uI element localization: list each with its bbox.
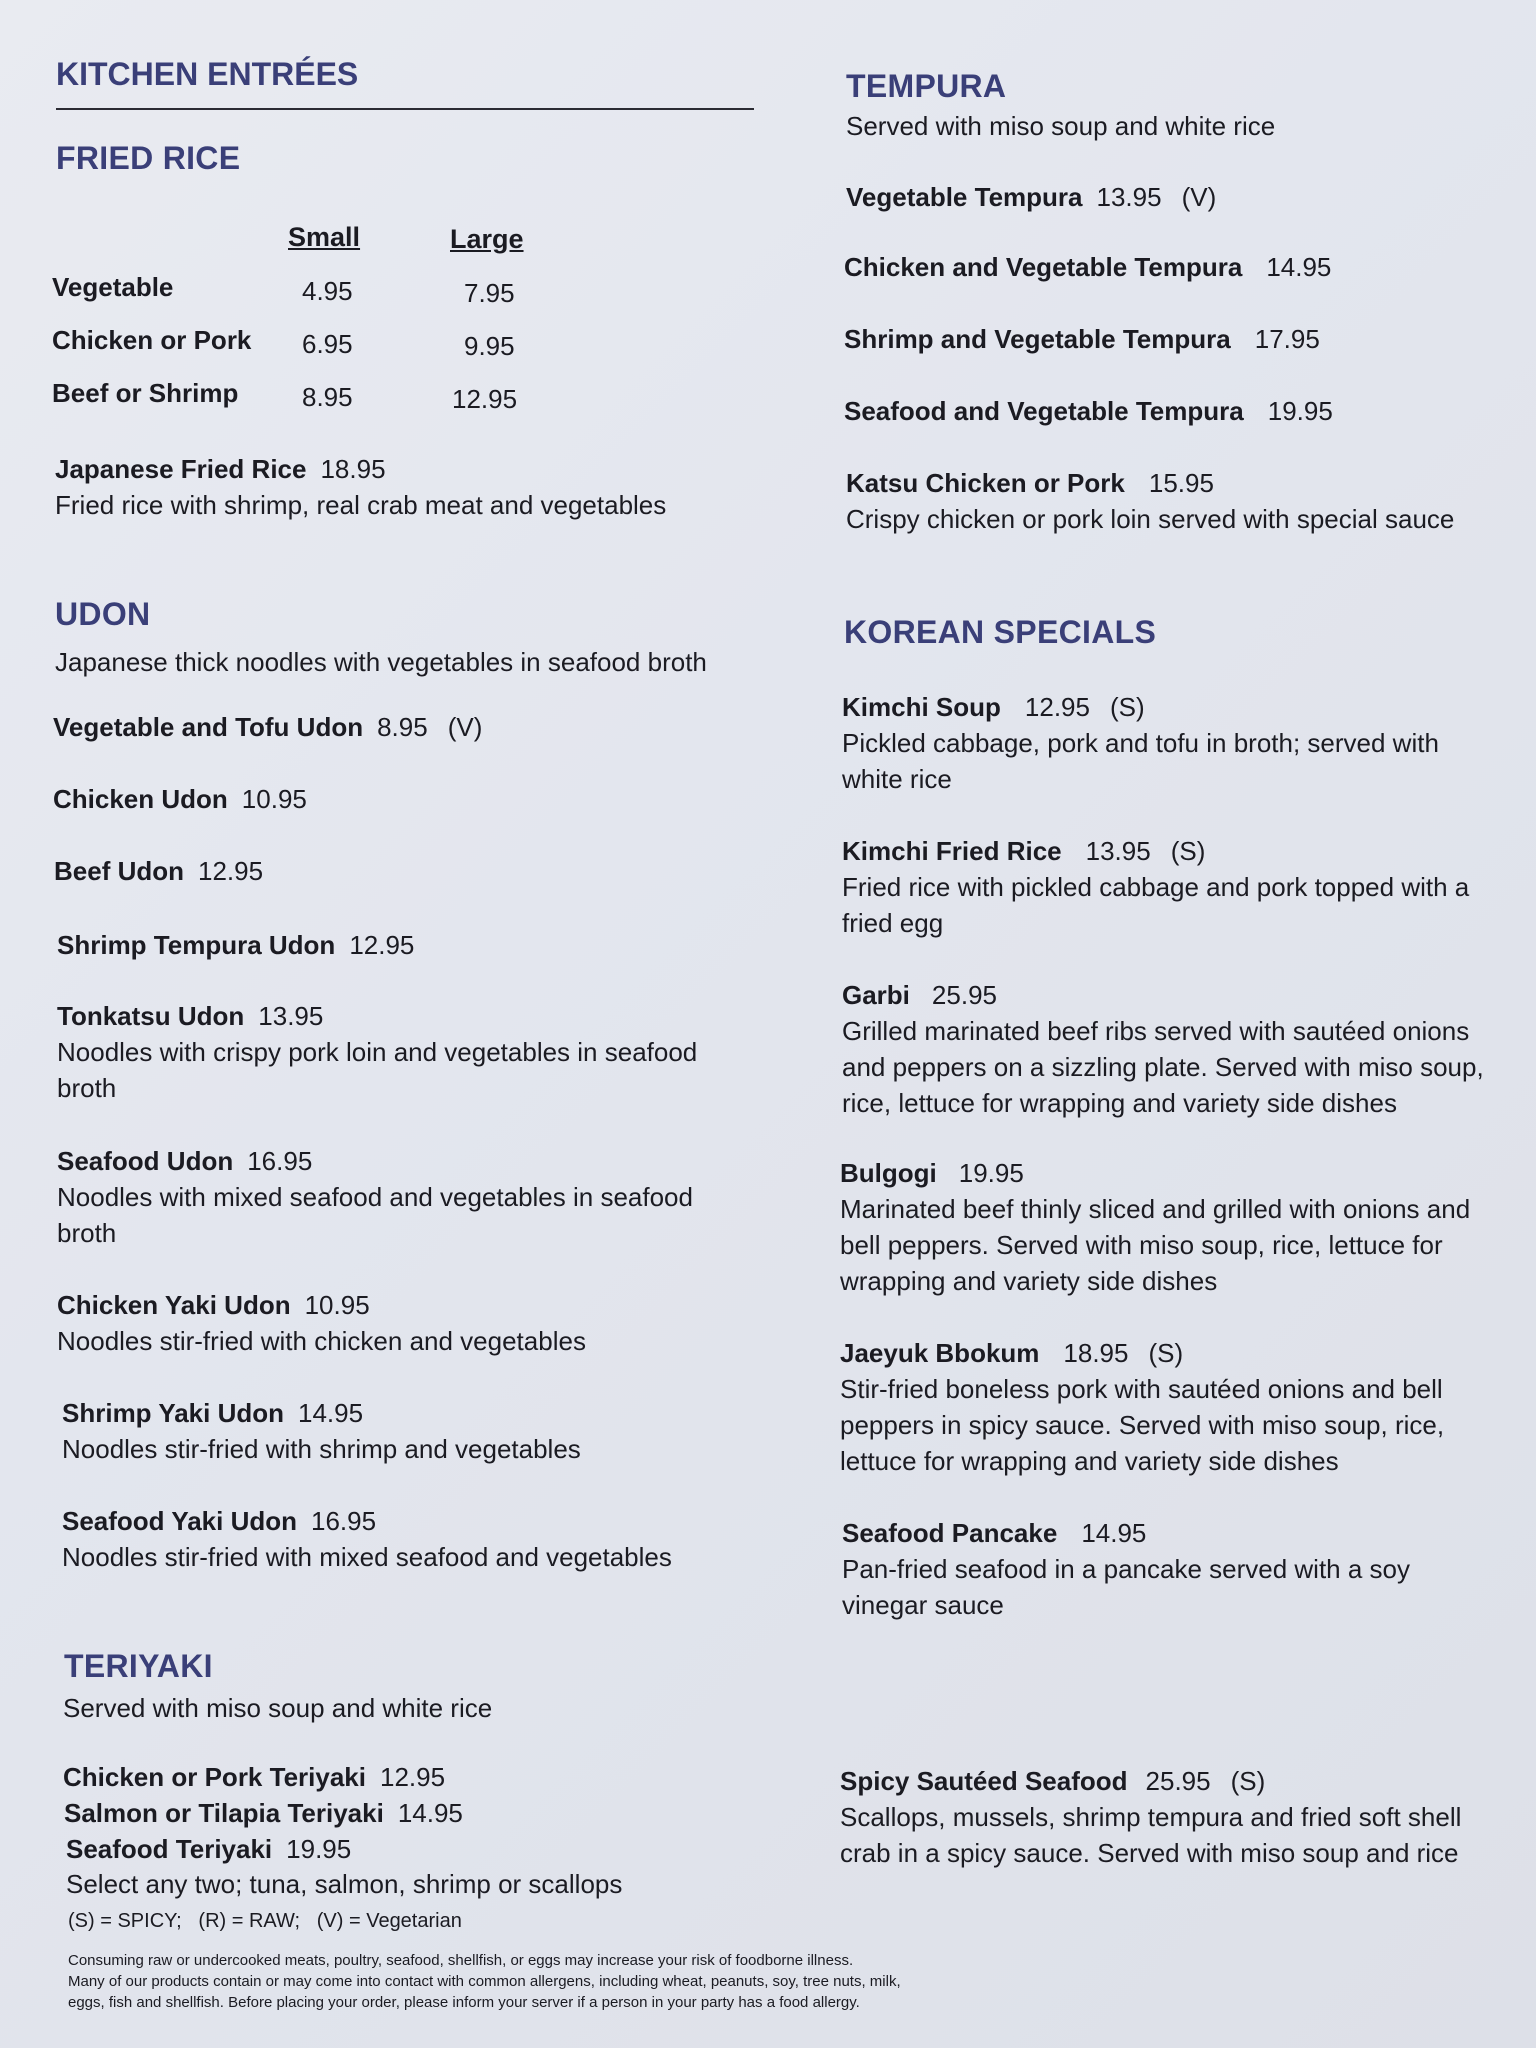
menu-item	[844, 252, 1331, 283]
item-description: Noodles stir-fried with shrimp and vegetables	[62, 1434, 581, 1464]
item-price: 12.95	[198, 856, 264, 886]
item-price: 18.95	[1063, 1338, 1129, 1368]
menu-item	[846, 468, 1454, 537]
item-name: Garbi	[842, 980, 910, 1010]
item-price: 19.95	[286, 1834, 352, 1864]
item-name: Kimchi Fried Rice	[842, 836, 1062, 866]
item-name: Chicken or Pork Teriyaki	[63, 1762, 366, 1792]
menu-item	[62, 1398, 581, 1467]
item-name: Shrimp and Vegetable Tempura	[844, 324, 1231, 354]
item-name: Spicy Sautéed Seafood	[840, 1766, 1128, 1796]
fried-rice-row-large: 7.95	[464, 278, 515, 308]
item-description: Noodles with mixed seafood and vegetables in seafood	[57, 1182, 693, 1212]
dietary-tag: (S)	[1230, 1766, 1266, 1796]
item-description: fried egg	[842, 908, 944, 938]
kitchen-entrees-title: KITCHEN ENTRÉES	[56, 56, 359, 92]
item-description: Stir-fried boneless pork with sautéed onions and bell	[840, 1374, 1443, 1404]
menu-item	[64, 1798, 463, 1829]
item-description: broth	[57, 1218, 117, 1248]
item-name: Chicken Udon	[53, 784, 228, 814]
dietary-tag: (S)	[1109, 692, 1145, 722]
fried-rice-row-name: Vegetable	[52, 272, 174, 302]
item-name: Seafood Udon	[57, 1146, 234, 1176]
item-price: 13.95	[1096, 182, 1162, 212]
item-price: 12.95	[379, 1762, 446, 1792]
item-description: and peppers on a sizzling plate. Served with miso soup,	[842, 1052, 1484, 1082]
allergen-disclaimer	[68, 1950, 1048, 2013]
item-price: 14.95	[298, 1398, 364, 1428]
fried-rice-row-large: 12.95	[452, 384, 518, 414]
item-price: 13.95	[1085, 836, 1151, 866]
large-column-header: Large	[450, 224, 524, 254]
title-divider	[56, 108, 754, 110]
item-price: 15.95	[1148, 468, 1214, 498]
item-description: Marinated beef thinly sliced and grilled with onions and	[840, 1194, 1471, 1224]
udon-subtitle: Japanese thick noodles with vegetables in seafood broth	[55, 647, 707, 677]
menu-item	[840, 1338, 1444, 1479]
dietary-tag: (V)	[447, 712, 483, 742]
menu-item	[842, 1518, 1410, 1623]
item-name: Salmon or Tilapia Teriyaki	[64, 1798, 384, 1828]
item-description: crab in a spicy sauce. Served with miso soup and rice	[840, 1838, 1459, 1868]
dietary-tag: (S)	[1148, 1338, 1184, 1368]
legend-spicy: (S) = SPICY;	[68, 1910, 182, 1932]
small-column-header: Small	[288, 222, 361, 252]
item-name: Jaeyuk Bbokum	[840, 1338, 1040, 1368]
menu-item	[840, 1158, 1470, 1299]
fried-rice-row-small: 6.95	[302, 329, 353, 359]
item-price: 8.95	[377, 712, 428, 742]
fried-rice-row-name: Beef or Shrimp	[52, 378, 239, 408]
item-description: Fried rice with pickled cabbage and pork topped with a	[842, 872, 1470, 902]
item-description: Pickled cabbage, pork and tofu in broth; served with	[842, 728, 1439, 758]
item-name: Katsu Chicken or Pork	[846, 468, 1125, 498]
menu-item	[844, 396, 1333, 427]
menu-item	[842, 692, 1439, 797]
menu-item	[57, 930, 414, 961]
item-description: Noodles stir-fried with chicken and vegetables	[57, 1326, 586, 1356]
item-name: Japanese Fried Rice	[55, 454, 307, 484]
item-price: 25.95	[931, 980, 997, 1010]
fried-rice-row-small: 4.95	[302, 276, 353, 306]
item-name: Beef Udon	[54, 856, 184, 886]
fried-rice-row-large: 9.95	[464, 331, 515, 361]
menu-item	[846, 182, 1216, 213]
item-description: Scallops, mussels, shrimp tempura and fried soft shell	[840, 1802, 1462, 1832]
item-description: peppers in spicy sauce. Served with miso soup, rice,	[840, 1410, 1445, 1440]
item-description: white rice	[842, 764, 952, 794]
disclaimer-line: Many of our products contain or may come into contact with common allergens, including wheat, peanuts, soy, tree nuts, milk,	[68, 1973, 901, 1990]
teriyaki-title: TERIYAKI	[64, 1648, 213, 1684]
menu-item	[63, 1762, 445, 1793]
legend-vegetarian: (V) = Vegetarian	[316, 1910, 462, 1932]
menu-item	[62, 1506, 672, 1575]
menu-item	[53, 712, 482, 743]
item-price: 18.95	[320, 454, 386, 484]
item-description: Noodles with crispy pork loin and vegetables in seafood	[57, 1037, 698, 1067]
korean-specials-title: KOREAN SPECIALS	[844, 614, 1157, 650]
teriyaki-note: Select any two; tuna, salmon, shrimp or scallops	[66, 1869, 623, 1899]
item-price: 17.95	[1254, 324, 1320, 354]
udon-title: UDON	[55, 596, 151, 632]
legend-raw: (R) = RAW;	[198, 1910, 301, 1932]
fried-rice-title: FRIED RICE	[56, 140, 241, 176]
item-name: Chicken Yaki Udon	[57, 1290, 291, 1320]
item-price: 12.95	[349, 930, 415, 960]
item-name: Seafood Pancake	[842, 1518, 1058, 1548]
item-description: rice, lettuce for wrapping and variety side dishes	[842, 1088, 1397, 1118]
fried-rice-row-small: 8.95	[302, 382, 353, 412]
item-description: broth	[57, 1073, 117, 1103]
item-price: 10.95	[304, 1290, 370, 1320]
tempura-subtitle: Served with miso soup and white rice	[846, 111, 1276, 141]
japanese-fried-rice-item	[55, 454, 666, 523]
tempura-title: TEMPURA	[846, 68, 1007, 104]
item-description: Fried rice with shrimp, real crab meat and vegetables	[55, 490, 667, 520]
item-description: Pan-fried seafood in a pancake served with a soy	[842, 1554, 1411, 1584]
item-name: Vegetable Tempura	[846, 182, 1083, 212]
menu-item	[842, 980, 1484, 1121]
item-name: Seafood and Vegetable Tempura	[844, 396, 1244, 426]
dietary-tag: (V)	[1181, 182, 1217, 212]
menu-item	[54, 856, 263, 887]
disclaimer-line: Consuming raw or undercooked meats, poultry, seafood, shellfish, or eggs may increase your risk of foodborne illness.	[68, 1952, 854, 1969]
disclaimer-line: eggs, fish and shellfish. Before placing your order, please inform your server if a person in your party has a food allergy.	[68, 1994, 860, 2011]
legend	[68, 1910, 462, 1933]
item-description: wrapping and variety side dishes	[840, 1266, 1218, 1296]
item-price: 19.95	[1267, 396, 1333, 426]
item-price: 14.95	[1266, 252, 1332, 282]
menu-item	[66, 1834, 351, 1865]
menu-item	[57, 1001, 697, 1106]
menu-item	[844, 324, 1320, 355]
item-name: Tonkatsu Udon	[57, 1001, 245, 1031]
fried-rice-row-name: Chicken or Pork	[52, 325, 252, 355]
dietary-tag: (S)	[1170, 836, 1206, 866]
item-name: Bulgogi	[840, 1158, 937, 1188]
item-description: bell peppers. Served with miso soup, rice, lettuce for	[840, 1230, 1443, 1260]
item-description: vinegar sauce	[842, 1590, 1004, 1620]
item-price: 19.95	[958, 1158, 1024, 1188]
item-name: Kimchi Soup	[842, 692, 1001, 722]
item-price: 10.95	[241, 784, 307, 814]
item-price: 14.95	[1081, 1518, 1147, 1548]
item-description: Grilled marinated beef ribs served with sautéed onions	[842, 1016, 1470, 1046]
item-name: Shrimp Tempura Udon	[57, 930, 336, 960]
item-name: Seafood Yaki Udon	[62, 1506, 298, 1536]
item-price: 12.95	[1024, 692, 1090, 722]
item-price: 13.95	[258, 1001, 324, 1031]
item-description: Crispy chicken or pork loin served with special sauce	[846, 504, 1455, 534]
teriyaki-subtitle: Served with miso soup and white rice	[63, 1693, 493, 1723]
item-price: 25.95	[1145, 1766, 1211, 1796]
item-name: Vegetable and Tofu Udon	[53, 712, 364, 742]
item-price: 14.95	[397, 1798, 463, 1828]
menu-item	[842, 836, 1469, 941]
menu-item	[57, 1146, 693, 1251]
item-name: Chicken and Vegetable Tempura	[844, 252, 1243, 282]
item-name: Shrimp Yaki Udon	[62, 1398, 285, 1428]
menu-item	[57, 1290, 586, 1359]
item-price: 16.95	[311, 1506, 377, 1536]
menu-item	[53, 784, 307, 815]
item-name: Seafood Teriyaki	[66, 1834, 273, 1864]
menu-item	[840, 1766, 1461, 1871]
item-description: Noodles stir-fried with mixed seafood and vegetables	[62, 1542, 672, 1572]
item-price: 16.95	[247, 1146, 313, 1176]
item-description: lettuce for wrapping and variety side dishes	[840, 1446, 1339, 1476]
